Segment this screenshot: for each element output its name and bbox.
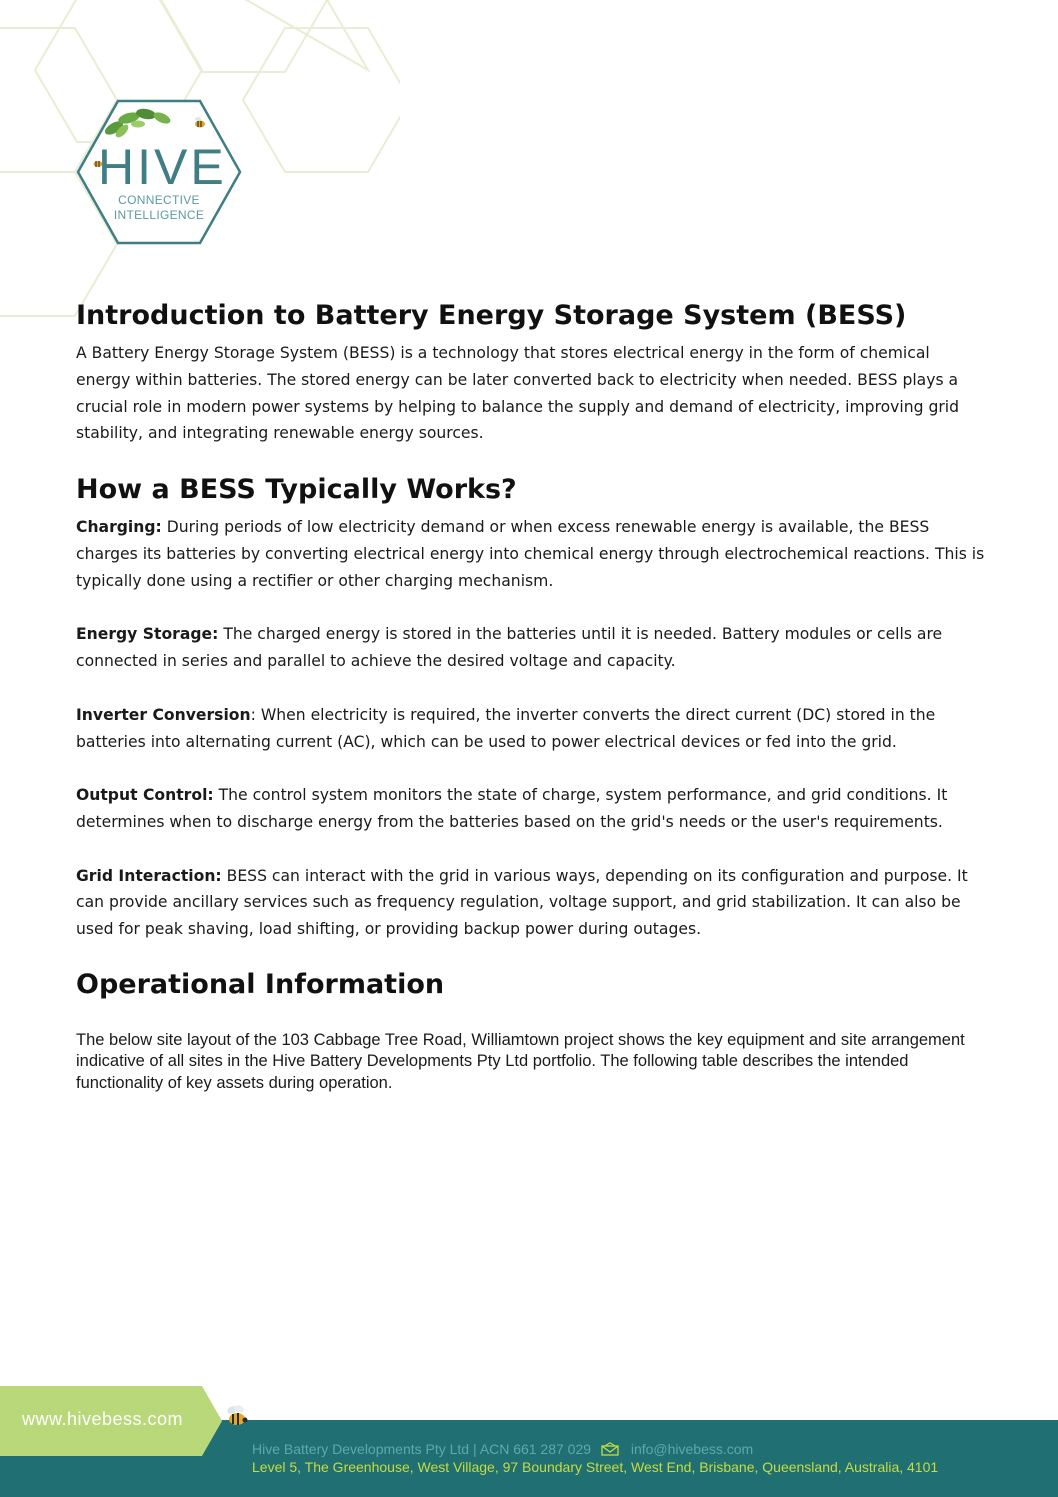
works-heading: How a BESS Typically Works? [76, 474, 517, 506]
logo-tagline-line1: CONNECTIVE [118, 193, 200, 207]
step-grid-interaction [76, 863, 986, 943]
ops-paragraph: The below site layout of the 103 Cabbage Tree Road, Williamtown project shows the key equipment and site arrangement indicative of all sites in the Hive Battery Developments Pty Ltd portfolio. The following table describes the intended functionality of key assets during operation. [76, 1030, 965, 1092]
step-text: During periods of low electricity demand or when excess renewable energy is available, the BESS charges its batteries by converting electrical energy into chemical energy through electrochemical reactions. This is typically done using a rectifier or other charging mechanism. [76, 518, 985, 590]
intro-heading: Introduction to Battery Energy Storage System (BESS) [76, 300, 907, 331]
step-energy-storage [76, 621, 986, 675]
document-content [76, 300, 986, 1094]
step-term: Energy Storage: [76, 625, 219, 644]
works-steps [76, 514, 986, 943]
step-term: Inverter Conversion [76, 705, 251, 724]
footer-company-line [252, 1441, 753, 1457]
bee-icon [222, 1402, 252, 1432]
step-term: Output Control: [76, 786, 214, 805]
step-text: The charged energy is stored in the batteries until it is needed. Battery modules or cells are connected in series and parallel to achieve the desired voltage and capacity. [76, 625, 943, 671]
step-term: Charging: [76, 518, 162, 537]
email-icon [601, 1442, 619, 1456]
step-text: The control system monitors the state of charge, system performance, and grid conditions. It determines when to discharge energy from the batteries based on the grid's needs or the user's requirements. [76, 786, 948, 831]
step-output-control [76, 782, 986, 836]
step-charging [76, 514, 986, 594]
footer-address: Level 5, The Greenhouse, West Village, 97 Boundary Street, West End, Brisbane, Queensland, Australia, 4101 [252, 1459, 939, 1475]
footer-website-link[interactable]: www.hivebess.com [22, 1409, 184, 1429]
step-inverter-conversion [76, 702, 986, 756]
intro-paragraph: A Battery Energy Storage System (BESS) is a technology that stores electrical energy in the form of chemical energy within batteries. The stored energy can be later converted back to electricity when needed. BESS plays a crucial role in modern power systems by helping to balance the supply and demand of electricity, improving grid stability, and integrating renewable energy sources. [76, 344, 960, 443]
step-text: BESS can interact with the grid in various ways, depending on its configuration and purpose. It can provide ancillary services such as frequency regulation, voltage support, and grid stabilization. It can also be used for peak shaving, load shifting, or providing backup power during outages. [76, 866, 968, 939]
ops-heading: Operational Information [76, 968, 445, 1000]
logo-wordmark: HIVE [98, 139, 227, 195]
step-term: Grid Interaction: [76, 866, 222, 885]
step-text: : When electricity is required, the inverter converts the direct current (DC) stored in the batteries into alternating current (AC), which can be used to power electrical devices or fed into the grid. [76, 705, 936, 751]
logo-tagline-line2: INTELLIGENCE [113, 208, 205, 222]
footer-email-link[interactable]: info@hivebess.com [630, 1441, 754, 1457]
footer-company: Hive Battery Developments Pty Ltd | ACN 661 287 029 [252, 1441, 592, 1457]
